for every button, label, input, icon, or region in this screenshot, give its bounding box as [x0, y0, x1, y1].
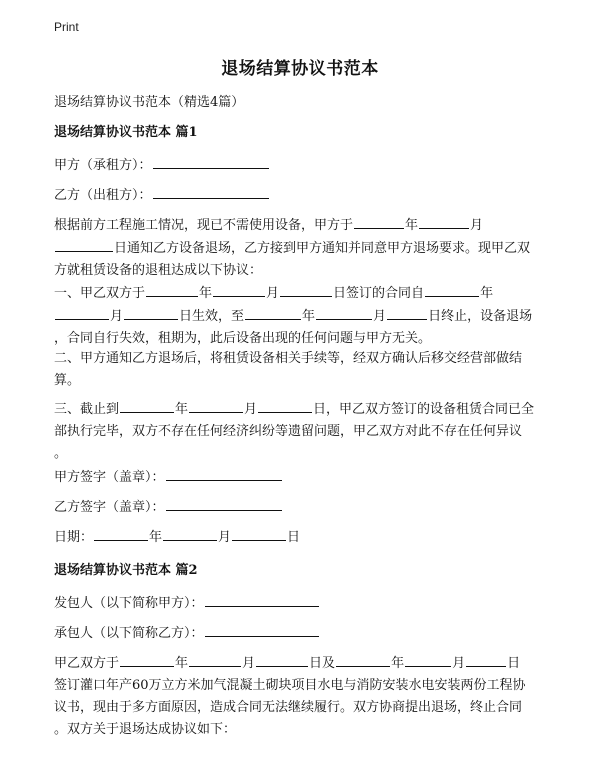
contractor-label: 发包人（以下简称甲方）： — [54, 596, 204, 611]
text: 根据前方工程施工情况，现已不需使用设备，甲方于 — [54, 218, 354, 233]
text: 年 — [199, 286, 213, 301]
text: 日，甲乙双方签订的设备租赁合同已全 — [313, 402, 535, 417]
blank — [163, 526, 217, 541]
text: 日 — [507, 656, 521, 671]
party-b-blank — [153, 184, 269, 199]
date-label: 日期： — [54, 530, 94, 545]
text: 。 — [54, 446, 68, 461]
text: 月 — [470, 218, 484, 233]
text: 签订灌口年产60万立方米加气混凝土砌块项目水电与消防安装水电安装两份工程协 — [54, 678, 526, 693]
section-1-clause-3 — [54, 398, 548, 465]
blank — [256, 652, 308, 667]
section-1-paragraph-1 — [54, 214, 548, 282]
blank — [124, 305, 178, 320]
party-a-field — [54, 154, 548, 177]
section-1-clause-2 — [54, 348, 548, 392]
blank — [425, 282, 479, 297]
blank — [419, 214, 469, 229]
text: ，合同自行失效，租期为，此后设备出现的任何问题与甲方无关。 — [54, 331, 432, 346]
text: 日生效，至 — [179, 309, 245, 324]
text: 年 — [175, 656, 189, 671]
document-subtitle: 退场结算协议书范本（精选4篇） — [54, 95, 245, 110]
print-link[interactable]: Print — [54, 20, 79, 34]
blank — [232, 526, 286, 541]
text: 月 — [266, 286, 280, 301]
text: 日 — [287, 530, 301, 545]
blank — [466, 652, 506, 667]
blank — [258, 398, 312, 413]
text: 年 — [149, 530, 163, 545]
section-2-paragraph-1 — [54, 652, 548, 741]
subcontractor-blank — [205, 622, 319, 637]
blank — [189, 398, 243, 413]
blank — [120, 398, 174, 413]
text: 日签订的合同自 — [333, 286, 425, 301]
text: 议书，现由于多方面原因，造成合同无法继续履行。双方协商提出退场，终止合同 — [54, 700, 523, 715]
text: 年 — [480, 286, 494, 301]
blank — [120, 652, 174, 667]
text: 年 — [391, 656, 405, 671]
sign-b-label: 乙方签字（盖章）： — [54, 500, 165, 515]
blank — [245, 305, 301, 320]
section-1-heading: 退场结算协议书范本 篇1 — [54, 125, 198, 140]
document-title: 退场结算协议书范本 — [221, 59, 379, 79]
blank — [213, 282, 265, 297]
blank — [354, 214, 404, 229]
blank — [405, 652, 451, 667]
sign-a-field — [54, 466, 548, 489]
text: 日及 — [309, 656, 336, 671]
text: 二、甲方通知乙方退场后，将租赁设备相关手续等，经双方确认后移交经营部做结 — [54, 351, 523, 366]
blank — [189, 652, 241, 667]
text: 月 — [373, 309, 387, 324]
blank — [94, 526, 148, 541]
blank — [55, 237, 113, 252]
blank — [280, 282, 332, 297]
date-field — [54, 526, 548, 549]
contractor-blank — [205, 592, 319, 607]
subcontractor-label: 承包人（以下简称乙方）： — [54, 626, 204, 641]
text: 日终止，设备退场 — [428, 309, 533, 324]
text: 。双方关于退场达成协议如下： — [54, 722, 237, 737]
party-b-field — [54, 184, 548, 207]
text: 一、甲乙双方于 — [54, 286, 146, 301]
section-2-heading: 退场结算协议书范本 篇2 — [54, 563, 198, 578]
text: 部执行完毕，双方不存在任何经济纠纷等遗留问题，甲乙双方对此不存在任何异议 — [54, 424, 523, 439]
text: 月 — [452, 656, 466, 671]
text: 三、截止到 — [54, 402, 120, 417]
text: 甲乙双方于 — [54, 656, 120, 671]
text: 年 — [302, 309, 316, 324]
contractor-field — [54, 592, 548, 615]
blank — [387, 305, 427, 320]
sign-a-label: 甲方签字（盖章）： — [54, 470, 165, 485]
section-1-clause-1 — [54, 282, 548, 350]
text: 年 — [405, 218, 419, 233]
party-a-label: 甲方（承租方）： — [54, 158, 152, 173]
text: 方就租赁设备的退租达成以下协议： — [54, 263, 263, 278]
text: 月 — [110, 309, 124, 324]
text: 算。 — [54, 373, 81, 388]
party-a-blank — [153, 154, 269, 169]
subcontractor-field — [54, 622, 548, 645]
text: 日通知乙方设备退场，乙方接到甲方通知并同意甲方退场要求。现甲乙双 — [114, 241, 531, 256]
blank — [55, 305, 109, 320]
sign-b-field — [54, 496, 548, 519]
blank — [336, 652, 390, 667]
text: 年 — [175, 402, 189, 417]
text: 月 — [244, 402, 258, 417]
blank — [316, 305, 372, 320]
blank — [146, 282, 198, 297]
sign-b-blank — [166, 496, 282, 511]
text: 月 — [242, 656, 256, 671]
party-b-label: 乙方（出租方）： — [54, 188, 152, 203]
sign-a-blank — [166, 466, 282, 481]
text: 月 — [218, 530, 232, 545]
